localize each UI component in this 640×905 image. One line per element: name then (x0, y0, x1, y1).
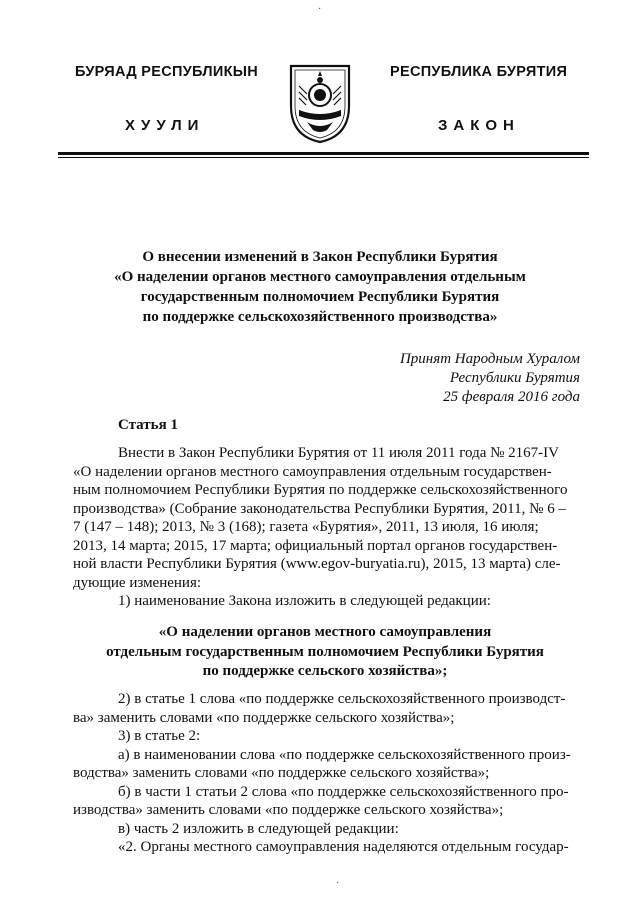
item-3b-line: изводства» заменить словами «по поддержке сельского хозяйства»; (73, 802, 504, 818)
intro-line: 7 (147 – 148); 2013, № 3 (168); газета «Бурятия», 2011, 13 июля, 16 июля; (73, 519, 539, 535)
header-right-title: РЕСПУБЛИКА БУРЯТИЯ (390, 64, 568, 80)
header-rule-thick (58, 152, 589, 155)
coat-of-arms-icon (287, 58, 353, 144)
intro-line: дующие изменения: (73, 574, 202, 591)
intro-line: Внести в Закон Республики Бурятия от 11 июля 2011 года № 2167-IV (118, 445, 559, 461)
intro-paragraph (73, 444, 585, 592)
new-title-line: отдельным государственным полномочием Республики Бурятия (106, 643, 544, 660)
item-3a-line: водства» заменить словами «по поддержке сельского хозяйства»; (73, 765, 490, 781)
law-title-line: государственным полномочием Республики Бурятия (140, 289, 500, 305)
item-1-text: 1) наименование Закона изложить в следующей редакции: (118, 593, 491, 609)
new-law-title (60, 623, 590, 682)
item-2-line: ва» заменить словами «по поддержке сельского хозяйства»; (73, 709, 455, 726)
intro-line: «О наделении органов местного самоуправления отдельным государствен- (73, 463, 552, 480)
header-rule-thin (58, 157, 589, 158)
header-right-subtitle: ЗАКОН (438, 117, 520, 134)
law-title-line: по поддержке сельскохозяйственного производства» (142, 309, 498, 325)
new-title-line: «О наделении органов местного самоуправления (158, 624, 492, 640)
header-left-subtitle: ХУУЛИ (125, 117, 205, 134)
item-1 (73, 592, 585, 611)
new-title-line: по поддержке сельского хозяйства»; (202, 663, 448, 679)
item-2 (73, 690, 585, 857)
item-3b-line: б) в части 1 статьи 2 слова «по поддержке сельскохозяйственного про- (118, 783, 569, 800)
intro-line: производства» (Собрание законодательства Республики Бурятия, 2011, № 6 – (73, 500, 566, 517)
intro-line: ной власти Республики Бурятия (www.egov-buryatia.ru), 2015, 13 марта) сле- (73, 556, 561, 572)
item-3-text: 3) в статье 2: (118, 728, 201, 744)
adoption-note (400, 350, 580, 407)
scan-speck: · (318, 4, 322, 15)
law-title-line: О внесении изменений в Закон Республики Бурятия (142, 249, 498, 265)
adoption-line: Принят Народным Хуралом (399, 351, 580, 367)
law-title-line: «О наделении органов местного самоуправления отдельным (114, 269, 526, 285)
article-heading: Статья 1 (118, 417, 178, 433)
item-2-line: 2) в статье 1 слова «по поддержке сельскохозяйственного производст- (118, 691, 566, 707)
intro-line: ным полномочием Республики Бурятия по поддержке сельскохозяйственного (73, 482, 568, 498)
adoption-date: 25 февраля 2016 года (443, 389, 580, 405)
quote-text: «2. Органы местного самоуправления наделяются отдельным государ- (118, 839, 569, 855)
header-left-title: БУРЯАД РЕСПУБЛИКЫН (75, 64, 259, 80)
adoption-line: Республики Бурятия (449, 370, 580, 386)
item-3c-text: в) часть 2 изложить в следующей редакции: (118, 820, 399, 837)
law-title (60, 247, 580, 327)
scan-speck: · (336, 878, 340, 889)
item-3a-line: а) в наименовании слова «по поддержке сельскохозяйственного произ- (118, 746, 571, 763)
intro-line: 2013, 14 марта; 2015, 17 марта; официальный портал органов государствен- (73, 537, 558, 554)
